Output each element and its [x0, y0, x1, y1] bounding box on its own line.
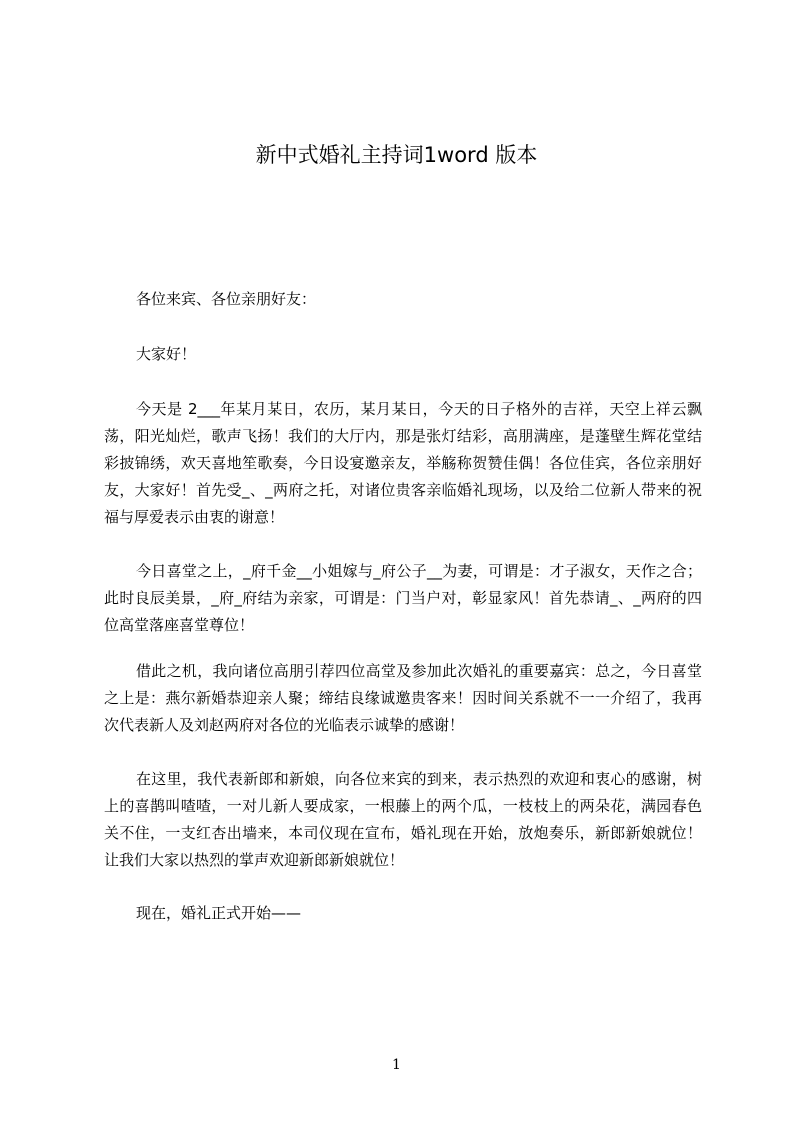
paragraph-opening: 今天是 2___年某月某日，农历，某月某日，今天的日子格外的吉祥，天空上祥云飘荡，阳光灿烂，歌声飞扬！我们的大厅内，那是张灯结彩，高朋满座，是蓬壁生辉花堂结彩披锦绣，欢天喜地笙歌奏，今日设宴邀亲友，举觞称贺赞佳偶！各位佳宾，各位亲朋好友，大家好！首先受_、_两府之托，对诸位贵客亲临婚礼现场，以及给二位新人带来的祝福与厚爱表示由衷的谢意！ — [104, 400, 702, 526]
paragraph-greeting: 各位来宾、各位亲朋好友： — [136, 290, 317, 308]
document-title: 新中式婚礼主持词1word 版本 — [255, 143, 538, 167]
paragraph-ceremony-announcement: 在这里，我代表新郎和新娘，向各位来宾的到来，表示热烈的欢迎和衷心的感谢，树上的喜鹊叫喳喳，一对儿新人要成家，一根藤上的两个瓜，一枝枝上的两朵花，满园春色关不住，一支红杏出墙来，本司仪现在宣布，婚礼现在开始，放炮奏乐，新郎新娘就位！让我们大家以热烈的掌声欢迎新郎新娘就位！ — [104, 770, 702, 869]
paragraph-guest-introduction: 借此之机，我向诸位高朋引荐四位高堂及参加此次婚礼的重要嘉宾：总之，今日喜堂之上是：燕尔新婚恭迎亲人聚；缔结良缘诚邀贵客来！因时间关系就不一一介绍了，我再次代表新人及刘赵两府对各位的光临表示诚挚的感谢！ — [104, 662, 702, 734]
paragraph-hello: 大家好！ — [136, 345, 197, 363]
paragraph-ceremony-start: 现在，婚礼正式开始—— — [136, 904, 302, 922]
paragraph-couple-introduction: 今日喜堂之上，_府千金__小姐嫁与_府公子__为妻，可谓是：才子淑女，天作之合；此时良辰美景，_府_府结为亲家，可谓是：门当户对，彰显家风！首先恭请_、_两府的四位高堂落座喜堂尊位！ — [104, 562, 702, 634]
page-number: 1 — [392, 1057, 401, 1073]
